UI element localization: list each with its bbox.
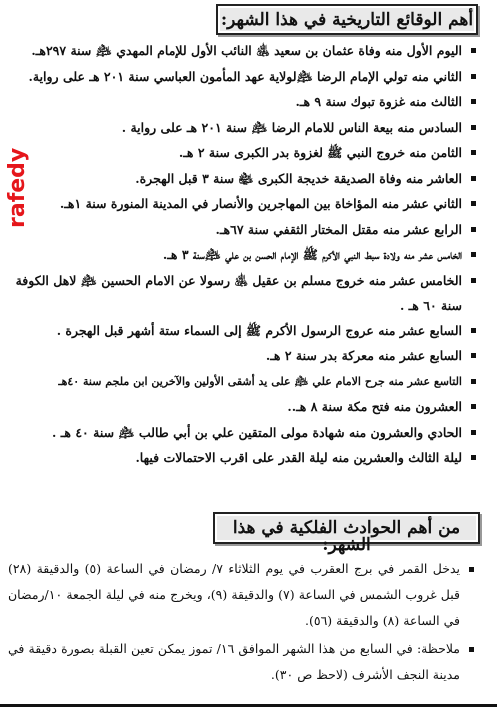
item-text: التاسع عشر منه جرح الامام علي ﵇ على يد أشقى الأولين والآخرين ابن ملجم سنة ٤٠هـ [58,374,462,388]
bullet-icon [471,379,476,384]
list-item [8,64,478,90]
list-item [8,268,478,318]
bullet-icon [471,99,476,104]
list-item [8,242,478,268]
list-item [8,369,478,395]
list-item [8,89,478,115]
section-heading-historical-events: أهم الوقائع التاريخية في هذا الشهر: [216,4,478,35]
list-item [8,217,478,243]
bullet-icon [471,278,476,283]
list-item [8,556,478,634]
bullet-icon [471,430,476,435]
list-item [8,318,478,344]
list-item [8,191,478,217]
item-text: العشرون منه فتح مكة سنة ٨ هـ.. [287,399,462,414]
list-item [8,115,478,141]
item-text: الحادي والعشرون منه شهادة مولى المتقين علي بن أبي طالب ﵇ سنة ٤٠ هـ . [52,424,462,440]
item-text: الثامن منه خروج النبي ﷺ لغزوة بدر الكبرى سنة ٢ هـ. [178,145,462,160]
bullet-icon [471,125,476,130]
item-text: الثاني عشر منه المؤاخاة بين المهاجرين والأنصار في المدينة المنورة سنة ١هـ. [59,196,462,211]
bullet-icon [471,328,476,333]
list-item [8,140,478,166]
item-text: الثاني منه تولي الإمام الرضا ﵇لولاية عهد المأمون العباسي سنة ٢٠١ هـ على رواية. [28,68,462,84]
list-item [8,394,478,420]
item-text: السابع عشر منه معركة بدر سنة ٢ هـ. [265,348,462,363]
bullet-icon [469,647,474,652]
bullet-icon [469,567,474,572]
bullet-icon [471,353,476,358]
bullet-icon [471,455,476,460]
item-text: اليوم الأول منه وفاة عثمان بن سعيد ﵁ النائب الأول للإمام المهدي ﵇ سنة ٢٩٧هـ. [31,43,462,58]
item-text: الثالث منه غزوة تبوك سنة ٩ هـ. [295,94,462,109]
bullet-icon [471,227,476,232]
list-item [8,166,478,192]
item-text: ملاحظة: في السابع من هذا الشهر الموافق ١٦/ تموز يمكن تعين القبلة بصورة دقيقة في مدينة النجف الأشرف (لاحظ ص ٣٠). [8,641,460,682]
list-item [8,343,478,369]
bullet-icon [471,404,476,409]
item-text: الرابع عشر منه مقتل المختار الثقفي سنة ٦٧هـ. [215,221,462,237]
rafedy-watermark-logo [2,120,30,230]
list-item [8,420,478,446]
bullet-icon [471,252,476,257]
item-text: السادس منه بيعة الناس للامام الرضا ﵇ سنة ٢٠١ هـ على رواية . [121,119,462,135]
list-item [8,38,478,64]
bullet-icon [471,48,476,53]
item-text: الخامس عشر منه خروج مسلم بن عقيل ﵁ رسولا عن الامام الحسين ﵇ لاهل الكوفة سنة ٦٠ هـ . [15,272,462,313]
item-text: العاشر منه وفاة الصديقة خديجة الكبرى ﵍ سنة ٣ قبل الهجرة. [135,170,462,186]
bullet-icon [471,150,476,155]
astronomical-events-list [8,556,478,690]
item-text: يدخل القمر في برج العقرب في يوم الثلاثاء ٧/ رمضان في الساعة (٥) والدقيقة (٢٨) قبل غروب الشمس في الساعة (٧) والدقيقة (٩)، ويخرج منه في ليلة الجمعة ١٠/رمضان في الساعة (٨) والدقيقة (٥٦). [8,561,461,628]
bullet-icon [471,176,476,181]
item-text: ليلة الثالث والعشرين منه ليلة القدر على اقرب الاحتمالات فيها. [135,450,462,465]
list-item [8,636,478,688]
list-item [8,445,478,471]
historical-events-list [8,38,478,471]
bullet-icon [471,201,476,206]
bullet-icon [471,74,476,79]
item-text: السابع عشر منه عروج الرسول الأكرم ﷺ إلى السماء ستة أشهر قبل الهجرة . [56,322,462,338]
item-text: الخامس عشر منه ولادة سبط النبي الأكرم ﷺ الإمام الحسن بن علي ﵇سنة ٣ هـ. [162,247,462,262]
watermark-text: rafedy [5,147,30,228]
section-heading-astronomical-events: من أهم الحوادث الفلكية في هذا الشهر: [213,512,480,544]
